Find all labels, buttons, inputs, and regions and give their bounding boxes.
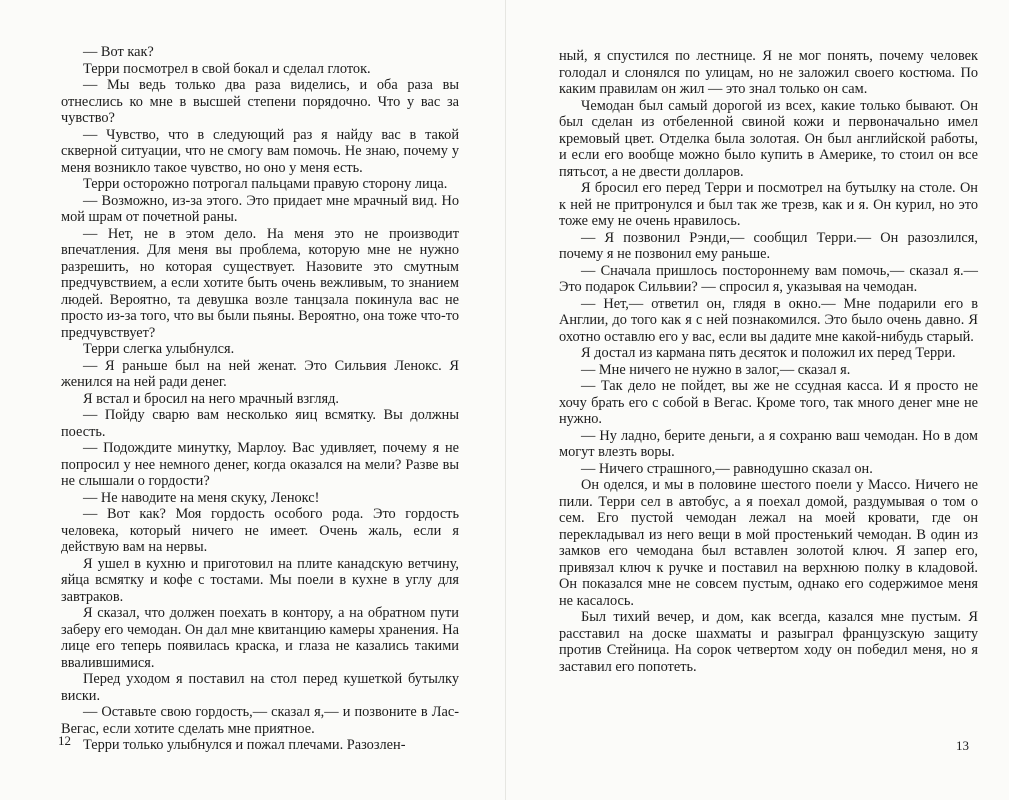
paragraph: — Мы ведь только два раза виделись, и оба раза вы отнеслись ко мне в высшей степени порядочно. Что у вас за чувство? (61, 77, 459, 126)
paragraph: — Вот как? (83, 44, 154, 60)
paragraph: Терри слегка улыбнулся. (83, 341, 235, 357)
paragraph: Я бросил его перед Терри и посмотрел на бутылку на столе. Он к ней не притронулся и был так же трезв, как и я. Он курил, но это тоже ему не очень нравилось. (559, 180, 978, 229)
right-page-text (559, 48, 978, 675)
paragraph: Был тихий вечер, и дом, как всегда, казался мне пустым. Я расставил на доске шахматы и разыграл французскую защиту против Стейница. На сорок четвертом ходу он победил меня, но я заставил его попотеть. (559, 609, 978, 675)
paragraph: Чемодан был самый дорогой из всех, какие только бывают. Он был сделан из отбеленной свиной кожи и первоначально имел кремовый цвет. Отделка была золотая. Он был английской работы, и если его вообще можно было купить в Америке, то стоил он все пятьсот, а не двести долларов. (559, 97, 978, 180)
paragraph: — Ничего страшного,— равнодушно сказал он. (581, 460, 873, 477)
paragraph: — Не наводите на меня скуку, Ленокс! (83, 489, 320, 506)
paragraph: Я встал и бросил на него мрачный взгляд. (83, 390, 339, 407)
paragraph: — Ну ладно, берите деньги, а я сохраню ваш чемодан. Но в дом могут влезть воры. (559, 427, 978, 460)
paragraph: — Оставьте свою гордость,— сказал я,— и позвоните в Лас-Вегас, если хотите сделать мне приятное. (61, 704, 459, 737)
page-number: 13 (956, 738, 969, 753)
paragraph: Я сказал, что должен поехать в контору, а на обратном пути заберу его чемодан. Он дал мне квитанцию камеры хранения. На лице его теперь появилась краска, и глаза не казались такими ввалившимися. (61, 605, 459, 671)
paragraph: Терри осторожно потрогал пальцами правую сторону лица. (83, 176, 448, 192)
paragraph: — Так дело не пойдет, вы же не ссудная касса. И я просто не хочу брать его с собой в Вегас. Кроме того, так много денег мне не нужно. (559, 378, 978, 427)
paragraph: Я достал из кармана пять десяток и положил их перед Терри. (581, 345, 956, 361)
paragraph: — Пойду сварю вам несколько яиц всмятку. Вы должны поесть. (61, 407, 459, 440)
paragraph: — Возможно, из-за этого. Это придает мне мрачный вид. Но мой шрам от почетной раны. (61, 192, 459, 225)
paragraph: Я ушел в кухню и приготовил на плите канадскую ветчину, яйца всмятку и кофе с тостами. Мы поели в кухне в углу для завтраков. (61, 555, 459, 605)
paragraph: — Вот как? Моя гордость особого рода. Это гордость человека, который ничего не имеет. Очень жаль, если я действую вам на нервы. (61, 506, 459, 555)
left-page-text (61, 44, 459, 754)
paragraph: Перед уходом я поставил на стол перед кушеткой бутылку виски. (61, 671, 459, 704)
paragraph: — Нет,— ответил он, глядя в окно.— Мне подарили его в Англии, до того как я с ней познакомился. Это было очень давно. Я охотно оставлю его у вас, если вы дадите мне какой-нибудь старый. (559, 295, 978, 345)
paragraph: Терри только улыбнулся и пожал плечами. Разозлен- (83, 737, 406, 753)
continued-paragraph: ный, я спустился по лестнице. Я не мог понять, почему человек голодал и слонялся по улицам, но не заложил своего костюма. По каким правилам он жил — это знал только он сам. (559, 48, 978, 97)
right-page (506, 0, 1009, 800)
paragraph: — Мне ничего не нужно в залог,— сказал я. (581, 361, 851, 378)
paragraph: — Сначала пришлось постороннему вам помочь,— сказал я.— Это подарок Сильвии? — спросил я, указывая на чемодан. (559, 262, 978, 295)
paragraph: Он оделся, и мы в половине шестого поели у Массо. Ничего не пили. Терри сел в автобус, а я поехал домой, раздумывая о том о сем. Его пустой чемодан лежал на моей кровати, где он перекладывал из него вещи в мой простенький чемодан. В один из замков его чемодана был вставлен золотой ключ. Я запер его, привязал ключ к ручке и поставил на верхнюю полку в кладовой. Он показался мне не совсем пустым, однако его содержимое меня не касалось. (559, 477, 978, 609)
paragraph: — Подождите минутку, Марлоу. Вас удивляет, почему я не попросил у нее немного денег, когда оказался на мели? Разве вы не слышали о гордости? (61, 440, 459, 489)
paragraph: Терри посмотрел в свой бокал и сделал глоток. (83, 60, 371, 77)
paragraph: — Чувство, что в следующий раз я найду вас в такой скверной ситуации, что не смогу вам помочь. Не знаю, почему у меня возникло такое чувство, но оно у меня есть. (61, 126, 459, 176)
page-number: 12 (58, 733, 71, 748)
paragraph: — Нет, не в этом дело. На меня это не производит впечатления. Для меня вы проблема, которую мне не нужно разрешить, но которая существует. Назовите это смутным предчувствием, а если хотите быть очень вежливым, то знанием людей. Вероятно, та девушка возле танцзала покинула вас не просто из-за того, что вы были пьяны. Вероятно, она тоже что-то предчувствует? (61, 225, 459, 341)
paragraph: — Я раньше был на ней женат. Это Сильвия Ленокс. Я женился на ней ради денег. (61, 357, 459, 390)
paragraph: — Я позвонил Рэнди,— сообщил Терри.— Он разозлился, почему я не позвонил ему раньше. (559, 229, 978, 262)
